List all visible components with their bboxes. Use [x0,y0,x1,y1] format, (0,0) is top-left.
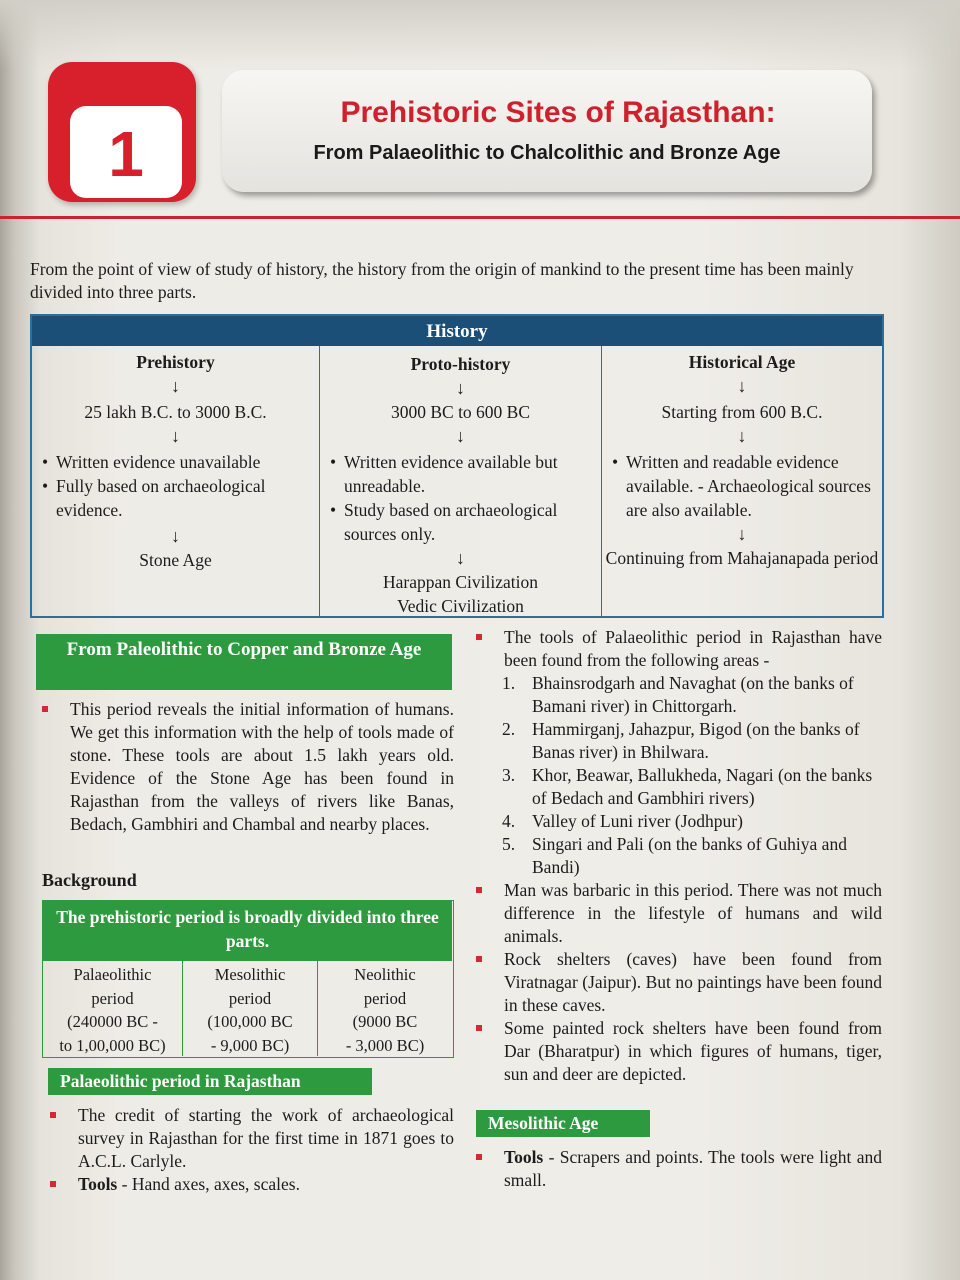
area-text: Singari and Pali (on the banks of Guhiya and Bandi) [532,834,847,877]
protohistory-bullet: • Written evidence available but unreadable. [320,450,595,498]
down-arrow-icon: ↓ [737,376,747,396]
historical-period: Starting from 600 B.C. [661,402,823,422]
tools-text: - Hand axes, axes, scales. [117,1174,300,1194]
area-text: Bhainsrodgarh and Navaghat (on the banks of Bamani river) in Chittorgarh. [532,673,854,716]
mesolithic-points [472,1146,882,1192]
protohistory-result: Harappan Civilization [382,572,539,592]
area-item [502,718,882,764]
prehistory-period: 25 lakh B.C. to 3000 B.C. [84,402,267,422]
down-arrow-icon: ↓ [171,526,180,546]
area-text: Hammirganj, Jahazpur, Bigod (on the banks of Banas river) in Bhilwara. [532,719,860,762]
page-shadow [0,0,960,70]
period-range: - 3,000 BC) [345,1035,425,1055]
period-range: (9000 BC [352,1012,418,1031]
prehistory-title: Prehistory [136,352,215,372]
chapter-number: 1 [108,118,144,190]
list-item [472,1146,882,1192]
area-item [502,810,882,833]
division-heading: The prehistoric period is broadly divided into three parts. [43,901,452,961]
area-text: Valley of Luni river (Jodhpur) [532,811,743,831]
section-heading-palaeolithic-rajasthan: Palaeolithic period in Rajasthan [48,1068,372,1095]
list-item: Rock shelters (caves) have been found from Viratnagar (Jaipur). But no paintings have been found in these caves. [472,948,882,1017]
period-label: period [363,988,407,1008]
area-item [502,833,882,879]
period-cell-mesolithic [183,961,318,1056]
historical-title: Historical Age [688,352,796,372]
historical-column [602,346,882,616]
prehistory-bullet: • Written evidence unavailable [32,450,313,474]
protohistory-result: Vedic Civilization [397,596,524,616]
list-item: Man was barbaric in this period. There was not much difference in the lifestyle of humans and wild animals. [472,879,882,948]
down-arrow-icon: ↓ [456,378,465,398]
right-column-list [472,626,882,1086]
area-item [502,672,882,718]
down-arrow-icon: ↓ [737,524,747,544]
protohistory-title: Proto-history [410,354,511,374]
period-cell-palaeolithic [43,961,183,1056]
period-name: Palaeolithic [73,965,152,984]
protohistory-column [320,346,602,616]
period-division-table [42,900,454,1058]
prehistory-result: Stone Age [139,550,212,570]
area-text: Khor, Beawar, Ballukheda, Nagari (on the banks of Bedach and Gambhiri rivers) [532,765,873,808]
left-intro-list [38,698,454,836]
area-item [502,764,882,810]
list-item: The tools of Palaeolithic period in Rajasthan have been found from the following areas - [472,626,882,672]
period-name: Mesolithic [214,965,286,984]
list-item: The credit of starting the work of archaeological survey in Rajasthan for the first time in 1871 goes to A.C.L. Carlyle. [46,1104,454,1173]
period-name: Neolithic [354,965,416,984]
background-heading: Background [42,870,137,890]
period-range: (100,000 BC [207,1012,293,1031]
down-arrow-icon: ↓ [171,376,180,396]
area-number: 3. [502,765,516,785]
tools-label: Tools [504,1147,544,1167]
historical-result: Continuing from Mahajanapada period [605,548,879,568]
down-arrow-icon: ↓ [171,426,180,446]
down-arrow-icon: ↓ [456,548,465,568]
protohistory-period: 3000 BC to 600 BC [390,402,531,422]
tools-text: - Scrapers and points. The tools were light and small. [504,1147,882,1190]
list-item: This period reveals the initial information of humans. We get this information with the help of tools made of stone. These tools are about 1.5 lakh years old. Evidence of the Stone Age has been found in Rajasthan from the valleys of rivers like Banas, Bedach, Gambhiri and Chambal and nearby places. [38,698,454,836]
area-number: 1. [502,673,516,693]
areas-list [472,672,882,879]
list-item: Some painted rock shelters have been found from Dar (Bharatpur) in which figures of humans, tiger, sun and deer are depicted. [472,1017,882,1086]
down-arrow-icon: ↓ [737,426,747,446]
history-table [30,314,884,618]
period-range: to 1,00,000 BC) [59,1035,166,1055]
down-arrow-icon: ↓ [456,426,465,446]
chapter-title: Prehistoric Sites of Rajasthan: [340,96,776,129]
history-table-heading: History [32,316,882,346]
intro-paragraph: From the point of view of study of history, the history from the origin of mankind to the present time has been mainly divided into three parts. [30,259,854,302]
protohistory-bullet: • Study based on archaeological sources only. [320,498,595,546]
section-heading-mesolithic: Mesolithic Age [476,1110,650,1137]
chapter-subtitle: From Palaeolithic to Chalcolithic and Bronze Age [313,142,781,164]
prehistory-column [32,346,320,616]
tools-label: Tools [78,1174,118,1194]
period-cell-neolithic [318,961,452,1056]
area-number: 4. [502,811,516,831]
period-label: period [228,988,272,1008]
title-banner [222,70,872,192]
section-heading-paleolithic: From Paleolithic to Copper and Bronze Age [36,634,452,690]
area-number: 5. [502,834,516,854]
palaeolithic-points [46,1104,454,1196]
header-rule [0,216,960,219]
area-number: 2. [502,719,516,739]
period-range: (240000 BC - [67,1012,158,1031]
historical-bullet: • Written and readable evidence available. - Archaeological sources are also available. [602,450,878,522]
period-range: - 9,000 BC) [210,1035,290,1055]
prehistory-bullet: • Fully based on archaeological evidence. [32,474,313,522]
period-label: period [91,988,134,1008]
list-item [46,1173,454,1196]
